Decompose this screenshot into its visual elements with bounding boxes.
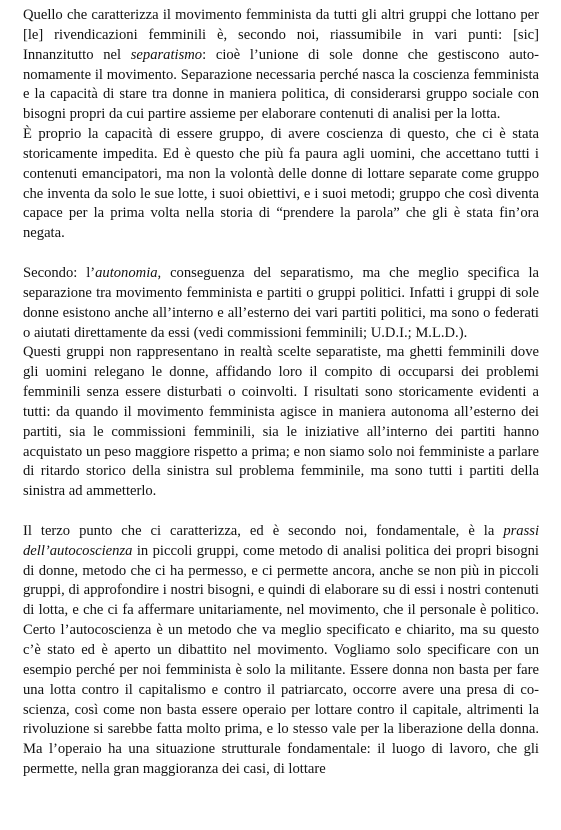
document-page <box>23 6 539 780</box>
paragraph <box>23 343 539 502</box>
text-run: Il terzo punto che ci caratterizza, ed è secondo noi, fondamentale, è la <box>23 522 504 539</box>
paragraph-gap <box>23 244 539 264</box>
paragraph <box>23 522 539 780</box>
paragraph <box>23 6 539 125</box>
text-run: in piccoli gruppi, come metodo di analisi politica dei propri bisogni di donne, metodo che ci ha permesso, e ci permette ancora, anche se non più in piccoli gruppi, di approfondire i nostri bisogni, e quindi di elaborare su di essi i nostri contenuti di lotta, e che ci fa affermare unitariamente, nel movimento, che il personale è politico. Certo l’autocoscienza è un metodo che va meglio specificato e chiarito, ma su questo c’è stato ed è aperto un dibattito nel movimento. Vogliamo solo specificare con un esempio perché per noi femminista è solo la militante. Essere donna non basta per fare una lotta contro il capitalismo e contro il patriarcato, occorre avere una presa di coscienza, così come non basta essere operaio per lottare contro il capitale, altrimenti la rivoluzione si sarebbe fatta molto prima, e lo stesso vale per la liberazione della donna. Ma l’operaio ha una situazione strutturale fondamentale: il luogo di lavoro, che gli permette, nella gran maggioranza dei casi, di lottare <box>23 542 539 778</box>
italic-term: prassi dell’autocoscienza <box>23 522 539 559</box>
paragraph-gap <box>23 502 539 522</box>
italic-term: separatismo <box>130 46 203 63</box>
text-run: , conseguenza del separatismo, ma che meglio specifica la separazione tra movimento femminista e partiti o gruppi politici. Infatti i gruppi di sole donne esistono anche all’interno e all’esterno dei vari partiti politici, ma sono o federati o aiutati direttamente da essi (vedi commissioni femminili; U.D.I.; M.L.D.). <box>23 264 539 341</box>
paragraph <box>23 125 539 244</box>
text-run: Quello che caratterizza il movimento femminista da tutti gli altri gruppi che lottano per [le] rivendicazioni femminili è, secondo noi, riassumibile in vari punti: [sic] Innanzitutto nel <box>23 7 539 63</box>
text-run: Questi gruppi non rappresentano in realtà scelte separatiste, ma ghetti femminili dove gli uomini relegano le donne, affidando loro il compito di occuparsi dei problemi femminili senza essere disturbati o coinvolti. I risultati sono storicamente evidenti a tutti: da quando il movimento femminista agisce in maniera autonoma all’esterno dei partiti, sia le commissioni femminili, sia le iniziative all’interno dei partiti hanno acquistato un peso maggiore rispetto a prima; e non siamo solo noi femministe a parlare di ritardo storico della sinistra sul problema femminile, ma sono tutti i partiti della sinistra ad ammetterlo. <box>23 344 539 500</box>
text-run: Secondo: l’ <box>23 264 96 281</box>
text-run: : cioè l’unione di sole donne che gestiscono autonomamente il movimento. Separazione necessaria perché nasca la coscienza femminista e la capacità di stare tra donne in maniera politica, di considerarsi gruppo sociale con bisogni propri da cui partire assieme per elaborare contenuti di analisi per la lotta. <box>23 46 539 123</box>
text-run: È proprio la capacità di essere gruppo, di avere coscienza di questo, che ci è stata storicamente impedita. Ed è questo che più fa paura agli uomini, che accettano tutti i contenuti emancipatori, ma non la volontà delle donne di lottare separate come gruppo che inventa da solo le sue lotte, i suoi obiettivi, e i suoi metodi; gruppo che così diventa capace per la prima volta nella storia di “prendere la parola” che gli è stata fin’ora negata. <box>23 126 539 242</box>
italic-term: autonomia <box>95 264 158 281</box>
paragraph <box>23 264 539 343</box>
